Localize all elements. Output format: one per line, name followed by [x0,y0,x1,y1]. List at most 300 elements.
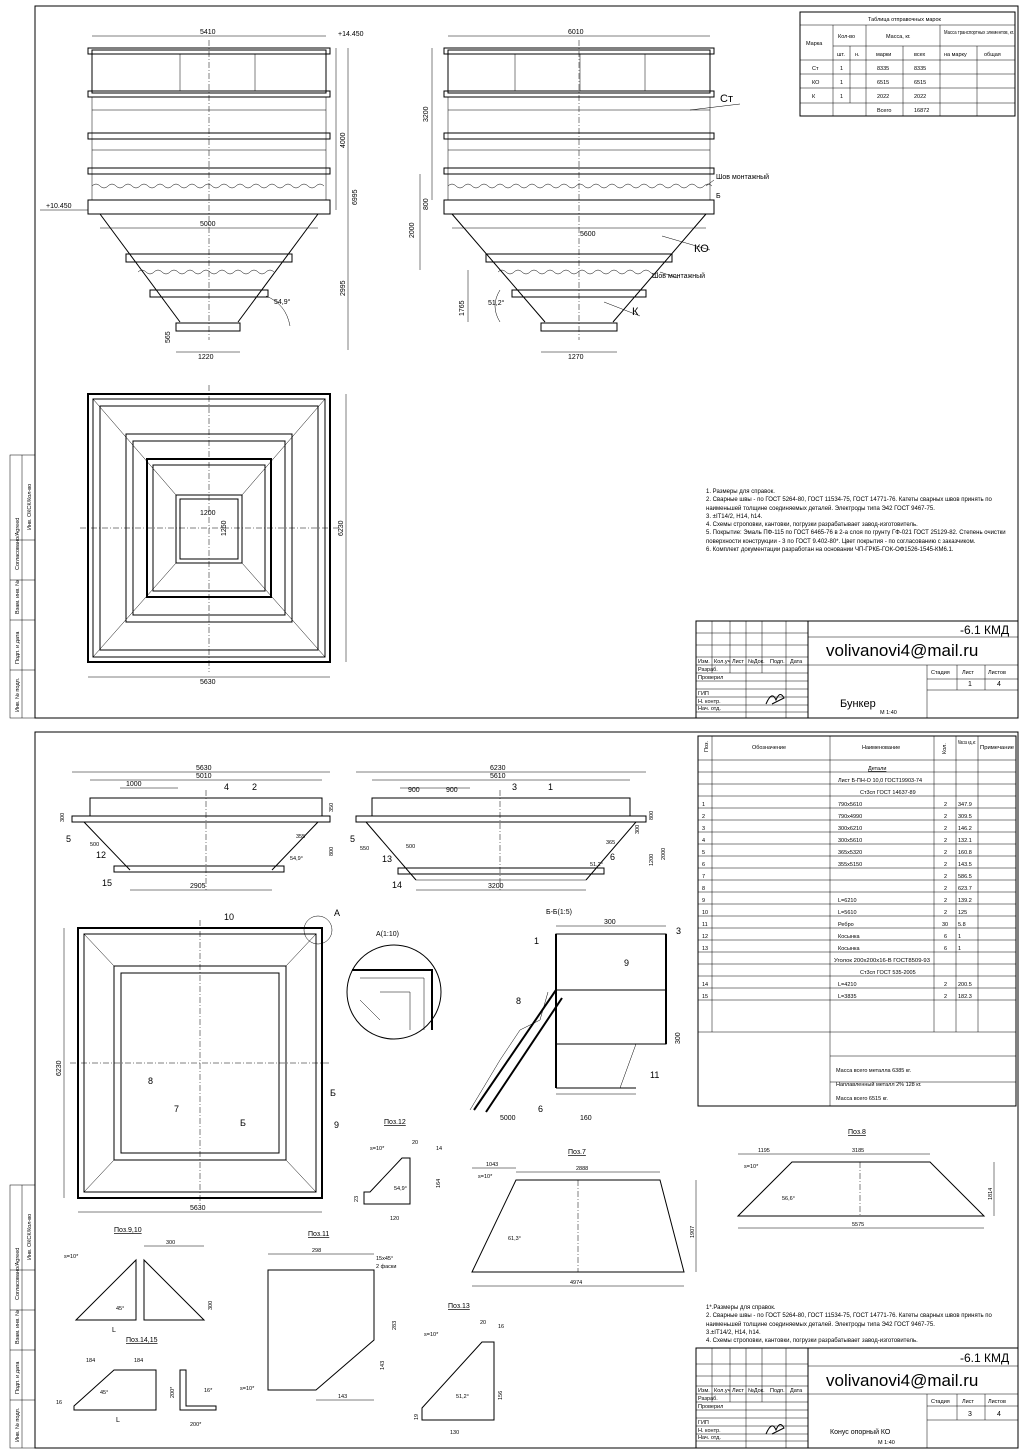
weld-note: s=10* [370,1146,385,1152]
dim: 143 [380,1360,386,1370]
spec-cell: 2 [944,814,948,820]
dim: 120 [390,1216,400,1222]
note: 3.±IT14/2, H14, h14. [706,1329,761,1336]
detail-mark-a: А [334,908,341,918]
weld-note: s=10* [424,1332,439,1338]
spec-cell: 9 [702,898,706,904]
tb-email: volivanovi4@mail.ru [826,641,979,660]
section-bb-label: Б-Б(1:5) [546,909,572,916]
spec-cell: 300х6210 [838,826,863,832]
detail-a-label: А(1:10) [376,931,399,938]
dim-plan2-width: 5630 [190,1205,206,1212]
drawing-sheet-1 [0,0,1024,722]
pos-label: 13 [382,854,393,864]
tb-label-list: Лист [732,1388,744,1394]
dim: 300 [208,1300,214,1310]
row-total: 2022 [914,94,927,100]
dim: 156 [498,1390,504,1400]
col-qty-n: н. [855,52,860,58]
total-label: Всего [877,108,892,114]
dim: L [116,1417,120,1424]
tb-scale: М 1:40 [878,1440,895,1446]
spec-cell: L=3835 [838,994,857,1000]
dim-v1-pitch: 1000 [126,781,142,788]
detail-a-view [347,931,441,1039]
detail-pos8 [738,1129,994,1228]
dim: 14 [436,1146,443,1152]
pos-label: 8 [516,996,522,1006]
spec-cell: 2 [944,994,948,1000]
pos-label: 12 [96,850,107,860]
title-block [696,621,1018,718]
dim-v2-550: 550 [360,846,370,852]
col-transport: Масса транспортных элементов, кг. [944,30,1015,36]
spec-cell: Ребро [838,922,854,928]
note: 6. Комплект документации разработан на основании ЧП-ГРКБ-ГОК-ОФ1526-1545-КМ6.1. [706,547,954,554]
dim: 2888 [576,1166,589,1172]
dim: 5575 [852,1222,865,1228]
sheet-1-notes [706,488,1026,554]
dim-front-width-bottom: 1220 [198,354,214,361]
spec-cell: 8 [702,886,706,892]
dim: 200* [190,1422,202,1428]
spec-cell: 586.5 [958,874,972,880]
note: 5. Покрытие: Эмаль ПФ-115 по ГОСТ 6465-76 в 2-а слоя по грунту ГФ-021 ГОСТ 25129-82. Степень очистки поверхности конструкции - 3 по ГОСТ 9.402-80*. Цвет покрытия - по согласованию с заказчиком. [706,530,1006,545]
dim-plan-inner-h: 1250 [221,520,228,536]
spec-cell: 355х5150 [838,862,863,868]
spec-cell: 15 [702,994,709,1000]
dim: 130 [450,1430,460,1436]
cone-view-2 [350,765,667,890]
dim: 51,2° [456,1394,469,1400]
total-value: 16872 [914,108,930,114]
dim: 45° [116,1306,125,1312]
side-label-replace: Взам. инв. № [15,579,21,614]
tb-drawing-name: Бункер [840,698,876,710]
pos-label: 1 [534,936,540,946]
pos-label: 7 [174,1104,180,1114]
pos-label: 1 [548,782,554,792]
dim-side-h-lower: 1765 [459,300,466,316]
plan-view [80,385,346,686]
pos-label: 11 [650,1070,660,1080]
spec-cell: L=5610 [838,910,857,916]
dim: 4974 [570,1280,583,1286]
dim: 200* [170,1386,176,1398]
row-qty: 1 [840,80,844,86]
spec-cell: 12 [702,934,709,940]
dim-front-h-outlet: 565 [165,331,172,343]
pos-label: 15 [102,878,113,888]
side-view [409,29,769,361]
tb-label-izm: Изм. [698,1388,710,1394]
dim: 164 [436,1178,442,1188]
weld-note: s=10* [744,1164,759,1170]
front-view [40,29,364,361]
dim-v1-angle: 54,9° [290,856,303,862]
row-total: 6515 [914,80,927,86]
shipping-table-title: Таблица отправочных марок [868,17,941,23]
spec-weld-metal: Наплавленный металл 2% 128 кг. [836,1082,922,1088]
dim-side-width-bottom: 1270 [568,354,584,361]
spec-cell: 14 [702,982,709,988]
spec-cell: 146.2 [958,826,972,832]
tb-role-nkontr: Н. контр. [698,699,721,705]
spec-header: Примечание [980,745,1014,751]
label-seam-2: Шов монтажный [652,273,706,280]
pos-label: 9 [624,958,630,968]
dim: 20 [412,1140,419,1146]
col-mark: Марка [806,41,823,47]
detail-pos910 [64,1227,214,1334]
dim-v2-1200: 1200 [649,853,655,866]
tb-sheets-label: Листов [988,1399,1006,1405]
spec-cell: 365х5320 [838,850,863,856]
col-qty-pcs: шт. [837,52,845,58]
spec-cell: 309.5 [958,814,972,820]
pos-label: 6 [610,852,616,862]
detail-pos12 [354,1119,442,1222]
pos-label: 3 [512,782,518,792]
detail-pos7 [472,1149,696,1286]
dim-v2-bottom: 3200 [488,883,504,890]
tb-label-kolyc: Кол.уч [714,1388,731,1394]
cone-plan-view [56,908,340,1212]
note: 1. Размеры для справок. [706,489,775,495]
dim: 23 [354,1195,360,1202]
dim-front-angle: 54,9° [274,299,291,306]
side-label-oksk: Инв. ОКСК/Кол-во [27,483,33,530]
dim-v2-angle: 51,2° [590,862,603,868]
note: 3. ±IT14/2, H14, h14. [706,513,763,520]
tb-role-developer: Разраб. [698,667,718,673]
tb-role-head: Нач. отд. [698,706,721,712]
spec-cell: 160.8 [958,850,972,856]
pos-label: 4 [224,782,230,792]
spec-header: Масса ед.,кг. [958,740,977,746]
dim-v2-300: 300 [635,824,641,834]
dim-v1-bottom: 2905 [190,883,206,890]
dim: 143 [338,1394,348,1400]
spec-grand-total: Масса всего 6515 кг. [836,1096,888,1102]
side-label-inv: Инв. № подл. [15,677,21,712]
spec-cell: 6 [944,934,948,940]
detail-pos1415 [56,1337,216,1428]
spec-cell: 2 [944,910,948,916]
dim-v2-800: 800 [649,810,655,820]
spec-cell: L=6210 [838,898,857,904]
spec-cell: 1 [958,946,962,952]
spec-cell: 5 [702,850,706,856]
spec-table [698,736,1016,1106]
spec-cell: 1 [958,934,962,940]
spec-cell: 2 [944,802,948,808]
dim: 16* [204,1388,213,1394]
spec-cell: 182.3 [958,994,972,1000]
dim: 3185 [852,1148,865,1154]
label-mark-ko: КО [694,243,709,255]
spec-cell: 2 [702,814,706,820]
tb-sheets-label: Листов [988,670,1006,676]
row-mass: 6515 [877,80,890,86]
weld-note: s=10* [64,1254,79,1260]
dim: 1195 [758,1148,770,1154]
weld-note: 2 фаски [376,1264,397,1270]
dim: 45° [100,1390,109,1396]
dim-plan2-height: 6230 [56,1060,63,1076]
detail-label: Поз.9,10 [114,1227,142,1234]
dim: 20 [480,1320,487,1326]
spec-header: Обозначение [752,745,787,751]
pos-label: 10 [224,912,235,922]
row-total: 8335 [914,66,927,72]
side-label-agreed: Согласовано/Agreed [15,1247,21,1300]
side-label-agreed: Согласовано/Agreed [15,517,21,570]
note: 4. Схемы строповки, кантовки, погрузки разрабатывает завод-изготовитель. [706,522,918,529]
shipping-table [800,12,1015,116]
signature-image [766,694,784,704]
spec-header: Наименование [862,745,901,751]
dim-front-h-lower: 2995 [340,280,347,296]
pos-label: 3 [676,926,682,936]
dim: 1043 [486,1162,499,1168]
sheet-1-canvas [0,0,1024,722]
cone-view-1 [60,765,335,890]
col-mass-all: всех [914,52,926,58]
label-mark-st: Ст [720,93,733,105]
tb-email: volivanovi4@mail.ru [826,1371,979,1390]
tb-label-doc: №Док. [748,1388,765,1394]
detail-label: Поз.13 [448,1303,470,1310]
dim-front-width-top: 5410 [200,29,216,36]
section-bb-view [470,909,682,1122]
spec-cell: 6 [702,862,706,868]
side-label-sign: Подп. и дата [15,631,21,664]
dim-side-angle: 51,2° [488,300,505,307]
side-label-replace: Взам. инв. № [15,1309,21,1344]
elev-mid: +10.450 [46,203,72,210]
dim-bb-5000: 5000 [500,1115,516,1122]
pos-label: 5 [66,834,72,844]
tb-sheet-label: Лист [962,670,974,676]
row-mass: 2022 [877,94,890,100]
spec-cell: 139.2 [958,898,972,904]
dim-front-h-upper: 4000 [340,132,347,148]
spec-cell: 2 [944,982,948,988]
row-mark: КО [812,80,820,86]
detail-pos11 [240,1231,398,1400]
spec-cell: 790х4990 [838,814,863,820]
dim-v1-500: 500 [90,842,100,848]
spec-cell: 2 [944,886,948,892]
spec-cell: 4 [702,838,706,844]
row-mass: 8335 [877,66,890,72]
section-mark: Б [240,1118,246,1128]
row-qty: 1 [840,94,844,100]
spec-cell: 790х5610 [838,802,863,808]
tb-role-nkontr: Н. контр. [698,1428,721,1434]
tb-scale: М 1:40 [880,710,897,716]
spec-section: Детали [868,766,887,772]
note: 1*.Размеры для справок. [706,1305,776,1311]
row-qty: 1 [840,66,844,72]
tb-role-developer: Разраб. [698,1396,718,1402]
weld-note: 15х45° [376,1256,394,1262]
dim-v2-outer: 6230 [490,765,506,772]
spec-cell: 347.9 [958,802,972,808]
dim-side-h-band: 800 [423,198,430,210]
tb-doc-code: -6.1 КМД [960,623,1010,637]
note: 4. Схемы строповки, кантовки, погрузки разрабатывает завод-изготовитель. [706,1338,918,1345]
dim-front-width-mid: 5000 [200,221,216,228]
spec-cell: 143.5 [958,862,972,868]
tb-label-izm: Изм. [698,659,710,665]
tb-stage-label: Стадия [931,1399,950,1405]
pos-label: 9 [334,1120,340,1130]
tb-label-date: Дата [790,1388,803,1394]
dim-side-h-upper: 3200 [423,106,430,122]
tb-doc-code: -6.1 КМД [960,1351,1010,1365]
detail-label: Поз.12 [384,1119,406,1126]
col-mass: Масса, кг. [886,34,911,40]
pos-label: 2 [252,782,258,792]
dim: 1907 [690,1225,696,1238]
title-block [696,1348,1018,1448]
tb-role-checker: Проверил [698,675,724,681]
dim-bb-300v: 300 [675,1032,682,1044]
tb-label-sign: Подп. [770,659,785,665]
note: 2. Сварные швы - по ГОСТ 5264-80, ГОСТ 11534-75, ГОСТ 14771-76. Катеты сварных швов принять по наименьшей толщине соединяемых деталей. Электроды типа Э42 ГОСТ 9467-75. [706,1313,992,1328]
dim-v2-2000: 2000 [661,847,667,860]
label-mark-b: Б [716,193,721,200]
dim-plan-inner-w: 1200 [200,510,216,517]
label-seam-1: Шов монтажный [716,174,770,181]
tb-sheets-no: 4 [997,681,1001,688]
spec-cell: 1 [702,802,706,808]
tb-stage-label: Стадия [931,670,950,676]
spec-cell: 2 [944,838,948,844]
detail-label: Поз.11 [308,1231,330,1238]
side-stamp [10,1185,35,1448]
spec-cell: 13 [702,946,709,952]
dim-v1-800: 800 [329,846,335,856]
sheet-2-notes [706,1304,1006,1345]
sheet-frame [35,6,1018,718]
spec-cell: 3 [702,826,706,832]
tb-sheets-no: 4 [997,1411,1001,1418]
tb-drawing-name: Конус опорный КО [830,1429,891,1436]
dim: 56,6° [782,1196,795,1202]
dim-v2-pitch: 900 [408,787,420,794]
dim-bb-160: 160 [580,1115,592,1122]
row-mark: Ст [812,66,819,72]
col-qty: Кол-во [838,34,856,40]
elev-top: +14.450 [338,31,364,38]
dim-v1-inner: 5010 [196,773,212,780]
dim: L [112,1327,116,1334]
dim-v2-inner: 5610 [490,773,506,780]
spec-cell: 10 [702,910,709,916]
dim: 184 [86,1358,96,1364]
spec-cell: Косынка [838,946,860,952]
weld-note: s=10* [478,1174,493,1180]
spec-header: Поз. [704,741,710,752]
spec-material: Ст3сп ГОСТ 14637-89 [860,790,916,796]
col-transport-mark: на марку [944,52,967,58]
dim-plan-height: 6230 [338,520,345,536]
dim-v1-350: 350 [329,802,335,812]
side-stamp [10,455,35,718]
detail-label: Поз.7 [568,1149,586,1156]
detail-pos13 [414,1303,504,1436]
dim: 16 [56,1400,63,1406]
col-transport-total: общая [984,52,1001,58]
tb-sheet-no: 3 [968,1411,972,1418]
spec-cell: 2 [944,898,948,904]
dim: 184 [134,1358,144,1364]
spec-cell: 2 [944,850,948,856]
tb-role-gip: ГИП [698,1420,709,1426]
dim-plan-width: 5630 [200,679,216,686]
tb-sheet-label: Лист [962,1399,974,1405]
spec-cell: 200.5 [958,982,972,988]
dim-side-width-mid: 5600 [580,231,596,238]
spec-cell: 7 [702,874,706,880]
spec-cell: 11 [702,922,708,928]
tb-label-sign: Подп. [770,1388,785,1394]
spec-mass-total: Масса всего металла 6385 кг. [836,1068,912,1074]
dim-v1-outer: 5630 [196,765,212,772]
spec-header: Кол. [942,743,948,754]
detail-label: Поз.14,15 [126,1337,158,1344]
dim: 1814 [988,1187,994,1200]
dim-v2-365: 365 [606,840,616,846]
side-label-inv: Инв. № подл. [15,1407,21,1442]
spec-cell: 2 [944,862,948,868]
detail-label: Поз.8 [848,1129,866,1136]
spec-cell: 5.8 [958,922,966,928]
tb-role-head: Нач. отд. [698,1435,721,1441]
spec-cell: 6 [944,946,948,952]
dim: 300 [166,1240,176,1246]
tb-label-kolyc: Кол.уч [714,659,731,665]
dim: 61,3° [508,1236,521,1242]
spec-cell: 132.1 [958,838,972,844]
drawing-sheet-2 [0,730,1024,1451]
side-label-oksk: Инв. ОКСК/Кол-во [27,1213,33,1260]
spec-cell: 2 [944,874,948,880]
spec-cell: 125 [958,910,968,916]
tb-label-doc: №Док. [748,659,765,665]
spec-cell: 2 [944,826,948,832]
spec-cell: 623.7 [958,886,972,892]
dim: 16 [498,1324,505,1330]
row-mark: К [812,94,816,100]
dim-v2-pitch: 900 [446,787,458,794]
dim-side-width-top: 6010 [568,29,584,36]
spec-cell: L=4210 [838,982,857,988]
spec-cell: 300х5610 [838,838,863,844]
dim-v1-355: 355 [296,834,306,840]
section-mark: Б [330,1088,336,1098]
spec-cell: 30 [942,922,949,928]
dim: 283 [392,1320,398,1330]
dim-v1-300: 300 [60,812,66,822]
spec-material: Уголок 200х200х16-В ГОСТ8509-93 [834,958,930,964]
dim-side-h-mid: 2000 [409,222,416,238]
spec-material: Ст3сп ГОСТ 535-2005 [860,970,916,976]
tb-label-date: Дата [790,659,803,665]
